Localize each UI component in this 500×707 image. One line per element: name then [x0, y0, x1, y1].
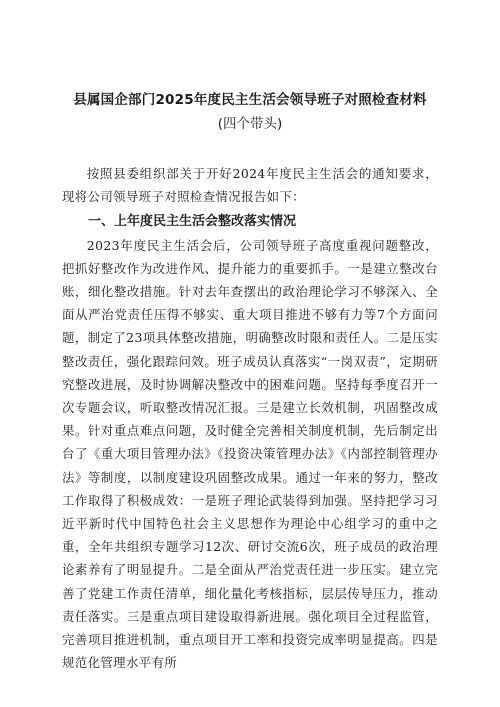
document-subtitle: (四个带头) — [217, 116, 283, 132]
document-title: 县属国企部门2025年度民主生活会领导班子对照检查材料 — [73, 92, 427, 108]
section-body-paragraph: 2023年度民主生活会后，公司领导班子高度重视问题整改，把抓好整改作为改进作风、提升能力的重要抓手。一是建立整改台账，细化整改措施。针对去年查摆出的政治理论学习不够深入、全面从严治党责任压得不够实、重大项目推进不够有力等7个方面问题，制定了23项具体整改措施，明确整改时限和责任人。二是压实整改责任，强化跟踪问效。班子成员认真落实“一岗双责”，定期研究整改进展，及时协调解决整改中的困难问题。坚持每季度召开一次专题会议，听取整改情况汇报。三是建立长效机制，巩固整改成果。针对重点难点问题，及时健全完善相关制度机制，先后制定出台了《重大项目管理办法》《投资决策管理办法》《内部控制管理办法》等制度，以制度建设巩固整改成果。通过一年来的努力，整改工作取得了积极成效：一是班子理论武装得到加强。坚持把学习习近平新时代中国特色社会主义思想作为理论中心组学习的重中之重，全年共组织专题学习12次、研讨交流6次，班子成员的政治理论素养有了明显提升。二是全面从严治党责任进一步压实。建立完善了党建工作责任清单，细化量化考核指标，层层传导压力，推动责任落实。三是重点项目建设取得新进展。强化项目全过程监管，完善项目推进机制，重点项目开工率和投资完成率明显提高。四是规范化管理水平有所 — [62, 237, 438, 671]
intro-paragraph: 按照县委组织部关于开好2024年度民主生活会的通知要求，现将公司领导班子对照检查情况报告如下： — [62, 166, 438, 205]
section-heading: 一、上年度民主生活会整改落实情况 — [88, 214, 297, 230]
